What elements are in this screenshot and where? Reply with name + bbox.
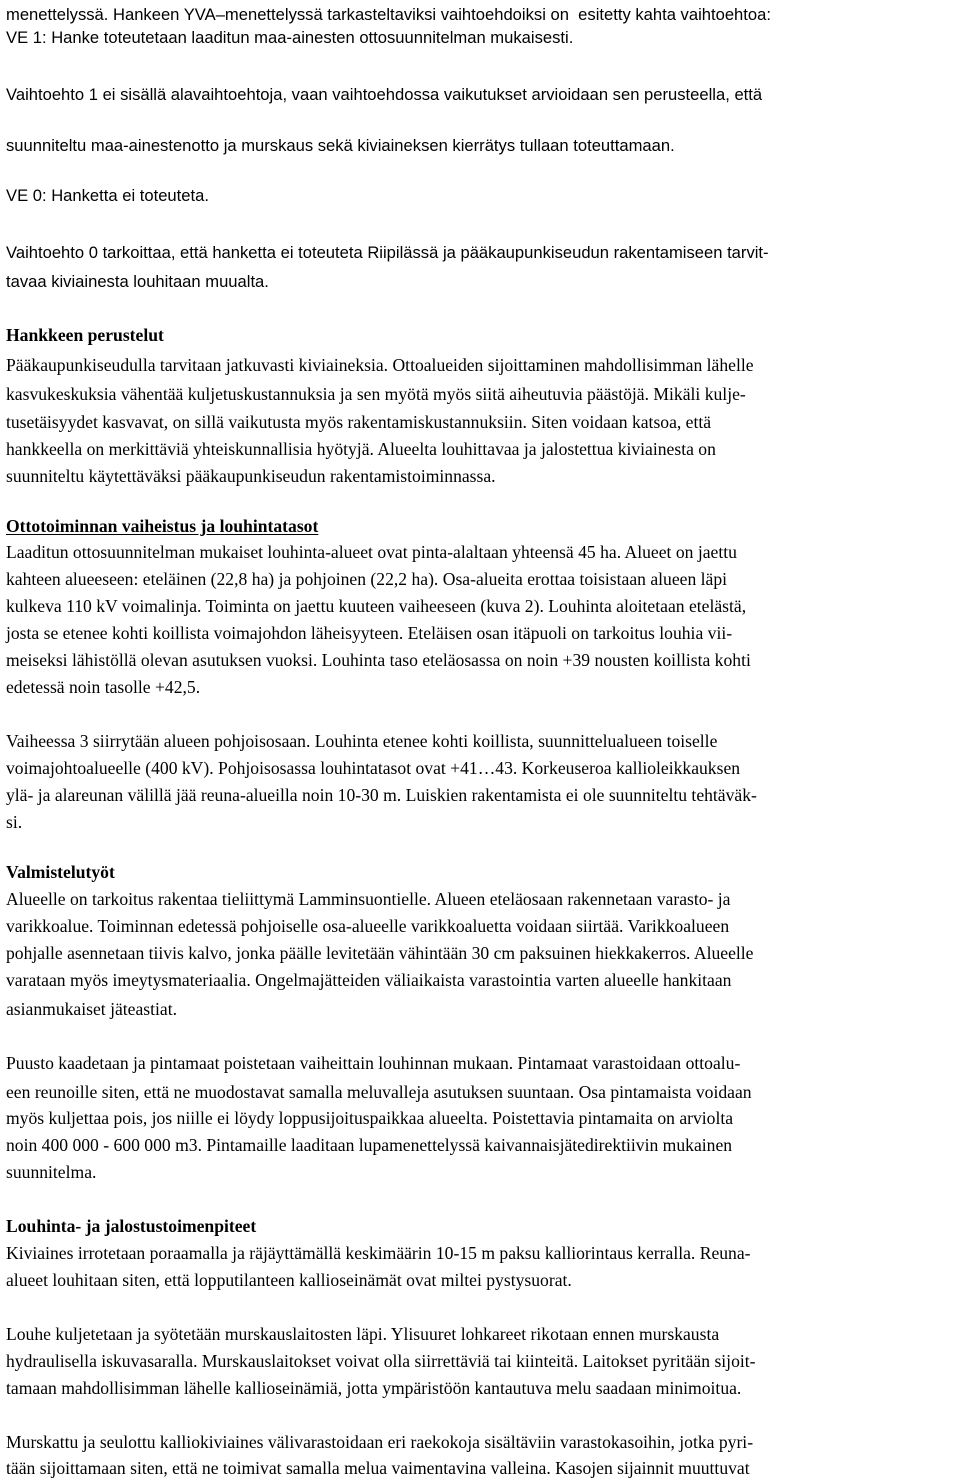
text-line: voimajohtoalueelle (400 kV). Pohjoisosassa louhintatasot ovat +41…43. Korkeuseroa kallioleikkauksen <box>6 758 741 778</box>
text-line: meiseksi lähistöllä olevan asutuksen vuoksi. Louhinta taso eteläosassa on noin +39 nousten koillista kohti <box>6 650 751 670</box>
text-line: josta se etenee kohti koillista voimajohdon läheisyyteen. Eteläisen osan itäpuoli on tarkoitus louhia vii- <box>6 623 733 643</box>
text-line: een reunoille siten, että ne muodostavat samalla meluvalleja asutuksen suuntaan. Osa pintamaista voidaan <box>6 1082 752 1102</box>
section-heading: Ottotoiminnan vaiheistus ja louhintatasot <box>6 516 319 536</box>
text-line: Kiviaines irrotetaan poraamalla ja räjäyttämällä keskimäärin 10-15 m paksu kalliorintaus kerralla. Reuna- <box>6 1243 751 1263</box>
text-line: suunniteltu käytettäväksi pääkaupunkiseudun rakentamistoiminnassa. <box>6 466 496 486</box>
text-line: alueet louhitaan siten, että lopputilanteen kallioseinämät ovat miltei pystysuorat. <box>6 1270 572 1290</box>
text-line: tamaan mahdollisimman lähelle kallioseinämiä, jotta ympäristöön kantautuva melu saadaan minimoitua. <box>6 1378 742 1398</box>
section-heading: Hankkeen perustelut <box>6 325 164 345</box>
text-line: suunnitelma. <box>6 1162 97 1182</box>
section-heading: Louhinta- ja jalostustoimenpiteet <box>6 1216 257 1236</box>
text-line: VE 1: Hanke toteutetaan laaditun maa-ainesten ottosuunnitelman mukaisesti. <box>6 28 574 47</box>
text-line: VE 0: Hanketta ei toteuteta. <box>6 186 209 205</box>
text-line: Vaihtoehto 1 ei sisällä alavaihtoehtoja, vaan vaihtoehdossa vaikutukset arvioidaan sen perusteella, että <box>6 85 763 104</box>
text-line: Murskattu ja seulottu kalliokiviaines välivarastoidaan eri raekokoja sisältäviin varastokasoihin, jotka pyri- <box>6 1432 754 1452</box>
text-line: kahteen alueeseen: eteläinen (22,8 ha) ja pohjoinen (22,2 ha). Osa-alueita erottaa toisistaan alueen läpi <box>6 569 728 589</box>
text-line: edetessä noin tasolle +42,5. <box>6 677 201 697</box>
text-line: asianmukaiset jäteastiat. <box>6 999 177 1019</box>
text-line: varikkoalue. Toiminnan edetessä pohjoiselle osa-alueelle varikkoaluetta voidaan siirtää. Varikkoalueen <box>6 916 730 936</box>
text-line: myös kuljettaa pois, jos niille ei löydy loppusijoituspaikkaa alueelta. Poistettavia pintamaita on arviolta <box>6 1108 734 1128</box>
text-line: hankkeella on merkittäviä yhteiskunnallisia hyötyjä. Alueelta louhittavaa ja jalostettua kiviainesta on <box>6 439 716 459</box>
section-heading: Valmistelutyöt <box>6 862 115 882</box>
text-line: Louhe kuljetetaan ja syötetään murskauslaitosten läpi. Ylisuuret lohkareet rikotaan ennen murskausta <box>6 1324 720 1344</box>
text-line: Laaditun ottosuunnitelman mukaiset louhinta-alueet ovat pinta-alaltaan yhteensä 45 ha. Alueet on jaettu <box>6 542 737 562</box>
text-line: Pääkaupunkiseudulla tarvitaan jatkuvasti kiviaineksia. Ottoalueiden sijoittaminen mahdollisimman lähelle <box>6 355 754 375</box>
text-line: menettelyssä. Hankeen YVA–menettelyssä tarkasteltaviksi vaihtoehdoiksi on esitetty kahta vaihtoehtoa: <box>6 5 771 24</box>
text-line: tään sijoittamaan siten, että ne toimivat samalla melua vaimentavina valleina. Kasojen sijainnit muuttuvat <box>6 1458 750 1478</box>
text-line: kasvukeskuksia vähentää kuljetuskustannuksia ja sen myötä myös siitä aiheutuvia päästöjä. Mikäli kulje- <box>6 384 746 404</box>
text-line: pohjalle asennetaan tiivis kalvo, jonka päälle levitetään vähintään 30 cm paksuinen hiekkakerros. Alueelle <box>6 943 754 963</box>
text-line: tusetäisyydet kasvavat, on sillä vaikutusta myös rakentamiskustannuksiin. Siten voidaan katsoa, että <box>6 412 712 432</box>
text-line: noin 400 000 - 600 000 m3. Pintamaille laaditaan lupamenettelyssä kaivannaisjätedirektiivin mukainen <box>6 1135 733 1155</box>
text-line: si. <box>6 812 23 832</box>
text-line: tavaa kiviainesta louhitaan muualta. <box>6 272 269 291</box>
text-line: hydraulisella iskuvasaralla. Murskauslaitokset voivat olla siirrettäviä tai kiinteitä. Laitokset pyritään sijoit- <box>6 1351 756 1371</box>
text-line: varataan myös imeytysmateriaalia. Ongelmajätteiden väliaikaista varastointia varten alueelle hankitaan <box>6 970 732 990</box>
text-line: ylä- ja alareunan välillä jää reuna-alueilla noin 10-30 m. Luiskien rakentamista ei ole suunniteltu tehtäväk- <box>6 785 757 805</box>
text-line: Vaiheessa 3 siirrytään alueen pohjoisosaan. Louhinta etenee kohti koillista, suunnittelualueen toiselle <box>6 731 718 751</box>
text-line: kulkeva 110 kV voimalinja. Toiminta on jaettu kuuteen vaiheeseen (kuva 2). Louhinta aloitetaan etelästä, <box>6 596 747 616</box>
text-line: suunniteltu maa-ainestenotto ja murskaus sekä kiviaineksen kierrätys tullaan toteuttamaan. <box>6 136 675 155</box>
text-line: Puusto kaadetaan ja pintamaat poistetaan vaiheittain louhinnan mukaan. Pintamaat varastoidaan ottoalu- <box>6 1053 741 1073</box>
text-line: Alueelle on tarkoitus rakentaa tieliittymä Lamminsuontielle. Alueen eteläosaan rakennetaan varasto- ja <box>6 889 731 909</box>
text-line: Vaihtoehto 0 tarkoittaa, että hanketta ei toteuteta Riipilässä ja pääkaupunkiseudun rakentamiseen tarvit- <box>6 243 769 262</box>
